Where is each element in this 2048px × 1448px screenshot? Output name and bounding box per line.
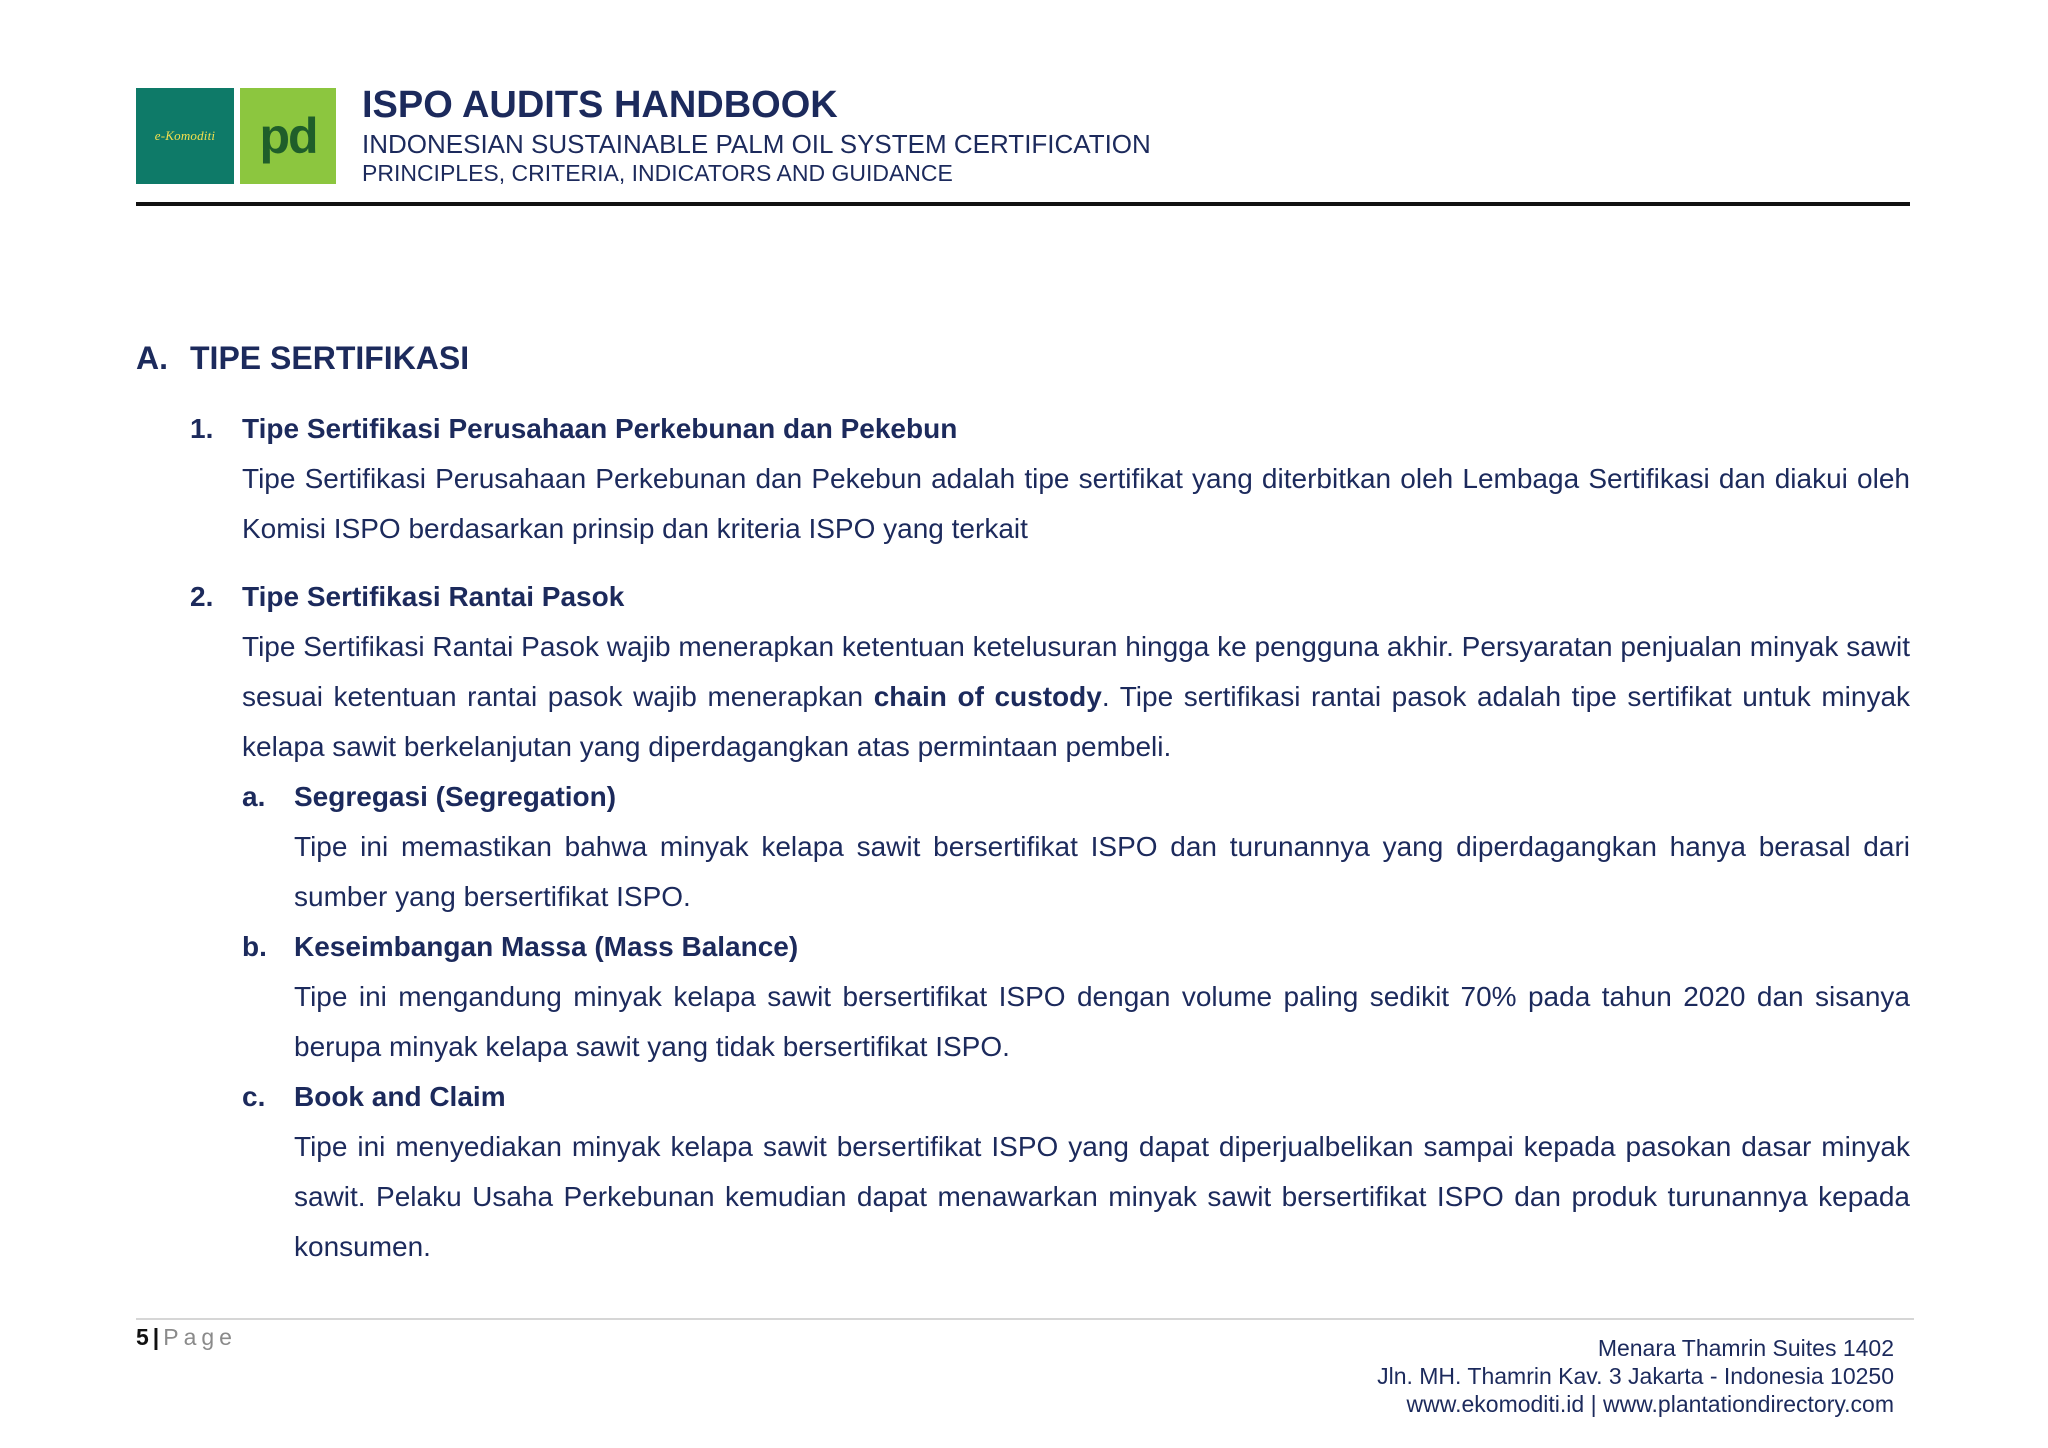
- subitem-title: Book and Claim: [294, 1081, 506, 1112]
- section-heading: [136, 340, 469, 377]
- document-subtitle-2: PRINCIPLES, CRITERIA, INDICATORS AND GUIDANCE: [362, 160, 953, 186]
- page-number-value: 5: [136, 1324, 149, 1350]
- page-label: Page: [163, 1324, 237, 1350]
- item-number: 2.: [190, 581, 214, 612]
- subitem-body: Tipe ini mengandung minyak kelapa sawit bersertifikat ISPO dengan volume paling sedikit 70% pada tahun 2020 dan sisanya berupa minyak kelapa sawit yang tidak bersertifikat ISPO.: [294, 981, 1910, 1062]
- document-title: ISPO AUDITS HANDBOOK: [362, 84, 838, 126]
- plantation-directory-logo: [240, 88, 336, 184]
- item-body: Tipe Sertifikasi Perusahaan Perkebunan dan Pekebun adalah tipe sertifikat yang diterbitkan oleh Lembaga Sertifikasi dan diakui oleh Komisi ISPO berdasarkan prinsip dan kriteria ISPO yang terkait: [242, 463, 1910, 544]
- page-separator: |: [152, 1324, 160, 1350]
- footer-address: [1377, 1334, 1894, 1418]
- item-body: [242, 622, 1910, 772]
- document-subtitle: INDONESIAN SUSTAINABLE PALM OIL SYSTEM CERTIFICATION: [362, 129, 1151, 159]
- item-title: Tipe Sertifikasi Rantai Pasok: [242, 581, 625, 612]
- item-body-text: . Tipe sertifikasi rantai pasok adalah tipe sertifikat untuk minyak kelapa sawit berkelanjutan yang diperdagangkan atas permintaan pembeli.: [242, 681, 1911, 762]
- subitem-letter: b.: [242, 931, 267, 962]
- page-number: [136, 1324, 237, 1351]
- item-number: 1.: [190, 413, 214, 444]
- section-letter: A.: [136, 340, 168, 376]
- sub-list-item: [242, 1072, 1910, 1272]
- list-item: [136, 404, 1910, 554]
- ekomoditi-logo-text: e-Komoditi: [154, 128, 216, 143]
- footer-divider: [136, 1318, 1914, 1320]
- subitem-body: Tipe ini memastikan bahwa minyak kelapa sawit bersertifikat ISPO dan turunannya yang diperdagangkan hanya berasal dari sumber yang bersertifikat ISPO.: [294, 831, 1910, 912]
- website-links: www.ekomoditi.id | www.plantationdirectory.com: [1406, 1391, 1894, 1417]
- address-line: Jln. MH. Thamrin Kav. 3 Jakarta - Indonesia 10250: [1377, 1363, 1894, 1389]
- ekomoditi-logo: [136, 88, 234, 184]
- subitem-title: Segregasi (Segregation): [294, 781, 617, 812]
- item-body-emphasis: chain of custody: [873, 681, 1102, 712]
- item-title: Tipe Sertifikasi Perusahaan Perkebunan dan Pekebun: [242, 413, 958, 444]
- subitem-letter: c.: [242, 1081, 266, 1112]
- item-body-text: Tipe Sertifikasi Rantai Pasok wajib menerapkan ketentuan ketelusuran hingga ke pengguna akhir. Persyaratan penjualan minyak sawit sesuai ketentuan rantai pasok wajib menerapkan: [242, 631, 1910, 712]
- document-body: [136, 404, 1910, 1272]
- address-line: Menara Thamrin Suites 1402: [1597, 1335, 1894, 1361]
- pd-logo-text: pd: [259, 108, 317, 164]
- section-title: TIPE SERTIFIKASI: [190, 340, 470, 376]
- sub-list-item: [242, 772, 1910, 922]
- subitem-letter: a.: [242, 781, 266, 812]
- list-item: [136, 572, 1910, 1272]
- sub-list-item: [242, 922, 1910, 1072]
- header-divider: [136, 202, 1910, 206]
- subitem-title: Keseimbangan Massa (Mass Balance): [294, 931, 799, 962]
- subitem-body: Tipe ini menyediakan minyak kelapa sawit bersertifikat ISPO yang dapat diperjualbelikan sampai kepada pasokan dasar minyak sawit. Pelaku Usaha Perkebunan kemudian dapat menawarkan minyak sawit bersertifikat ISPO dan produk turunannya kepada konsumen.: [294, 1131, 1910, 1262]
